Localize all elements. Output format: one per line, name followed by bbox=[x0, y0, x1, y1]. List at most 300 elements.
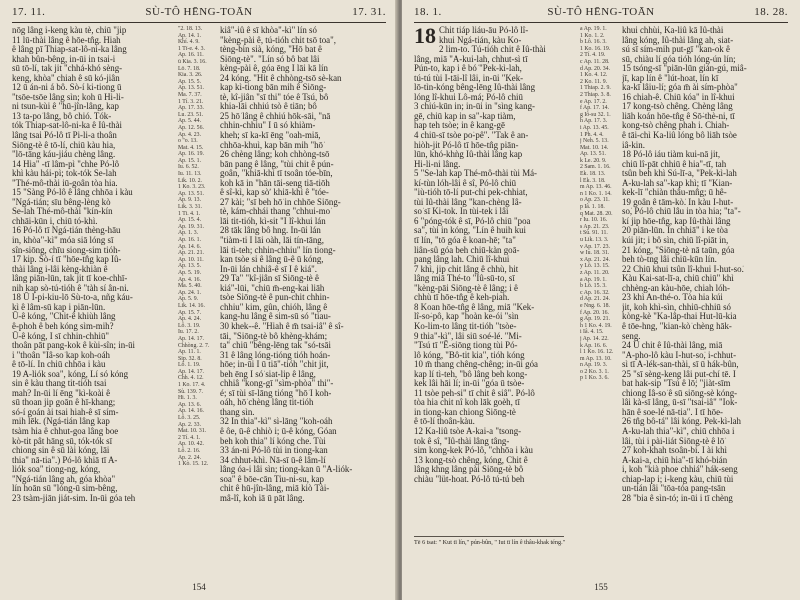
verse-line: pang lâng lah. Chiū lî-khui bbox=[414, 254, 510, 265]
cross-reference: z Ap. 11. 20. bbox=[580, 269, 610, 276]
verse-line: 4 chiū-sī tsòe po͘-pê". "Tak ê an- bbox=[414, 130, 529, 141]
cross-reference: 1 Ko. 3. 23. bbox=[178, 184, 206, 191]
verse-line: "tsōe-tsōe lâng sìn; koh ū Hi-li- bbox=[12, 91, 124, 102]
verse-line: chiàu "lüt-hoat. Pó-lô tú-tú beh bbox=[414, 473, 525, 484]
verse-line: tè, kî-jiân "sī thi" tóe ê Tsú, bô bbox=[220, 91, 329, 102]
right-header-ref-end: 18. 28. bbox=[754, 6, 788, 18]
verse-line: thài lâng i-lâi kèng-khiàn ê bbox=[12, 263, 108, 274]
verse-line: lō-tìn-kóng bêng-lēng Iû-thài lâng bbox=[414, 82, 536, 93]
verse-line: chit ê hū-jîn-lâng, miā kiò Tài- bbox=[220, 483, 330, 494]
cross-reference: Ap. 17. 33. bbox=[178, 105, 204, 112]
verse-line: 27 koh-khah tsoân-bí. I ài khì bbox=[622, 445, 728, 456]
verse-line: chhèng-an kàu-hōe, chiah lóh- bbox=[622, 282, 730, 293]
verse-line: in, khòa"-kì" móa siā lóng sī bbox=[12, 235, 114, 246]
cross-reference: Ap. 24. 1. bbox=[178, 289, 202, 296]
verse-line: 20 piān-lūn. In chhiā" i ke tòa bbox=[622, 225, 728, 236]
cross-reference: Ap. 14. 1. bbox=[178, 32, 202, 39]
verse-line: 24 Ū chit ê Iû-thài lâng, miā bbox=[622, 340, 723, 351]
verse-line: khui chhùi, Ka-liû kā Iû-thài bbox=[622, 26, 724, 35]
cross-reference: Ap. 5. 44. bbox=[178, 118, 202, 125]
verse-line: sú sī sím-mih put-gī "kan-ok ê bbox=[622, 44, 730, 55]
verse-line: 2 lim-to. Tú-tióh chit ê Iû-thài bbox=[439, 44, 546, 55]
verse-line: bat hak-sip "Tsú ê lō͘; "jiàt-sīm bbox=[622, 378, 731, 389]
verse-line: hiòh-jit Pó-lô tī hōe-tn̂g piān- bbox=[414, 139, 519, 150]
chapter-number: 18 bbox=[414, 26, 436, 48]
cross-reference: Chh. 4. 12. bbox=[178, 375, 204, 382]
cross-reference: p Iâ. 1. 18. bbox=[580, 204, 605, 211]
verse-line: A-kai-a, chiū hia"-tī khó-bián bbox=[622, 454, 728, 465]
verse-line: ê tō-lí thoân-kàu. bbox=[414, 416, 475, 427]
verse-line: 18 Ū I-pi-kiu-lō Sù-to-a, nñg káu- bbox=[12, 292, 133, 303]
verse-line: in tiong-kan chiong Siōng-tè bbox=[414, 406, 516, 417]
verse-line: 16 chiah-ê. Chiū kóa" in lî-khui bbox=[622, 91, 735, 102]
verse-line: "lō-tāng káu-jiáu chèng lâng. bbox=[12, 149, 116, 160]
verse-line: kiá"-lūi, "chiū m̄-eng-kai liāh bbox=[220, 282, 325, 293]
verse-line: chiap-lap i; i-keng kàu, chiū tùi bbox=[622, 473, 734, 484]
cross-reference: Ap. 13. 51. bbox=[178, 85, 204, 92]
verse-line: lô kóng, "Bô-tit kia", tióh kóng bbox=[414, 349, 525, 360]
verse-line: ê lâng pī Thiap-sat-lô-ni-ka lâng bbox=[12, 44, 127, 55]
verse-line: 3 chiú-kūn in; in-ūi in "sìng kang- bbox=[414, 101, 535, 112]
verse-line: kek-lī "chiàn thâu-mn̂g; ū hê- bbox=[622, 187, 727, 198]
cross-reference: c Ap. 11. 28. bbox=[580, 58, 610, 65]
cross-reference: Ap. 14. 17. bbox=[178, 335, 204, 342]
cross-reference: Khí. 4. 9. bbox=[178, 39, 200, 46]
verse-line: ni tsun-kùi ê "hū-jîn-lâng, kap bbox=[12, 101, 119, 112]
cross-reference: Lik. 10. 2. bbox=[178, 177, 202, 184]
cross-reference: a Ap. 19. 1. bbox=[580, 276, 607, 283]
verse-line: koh kā in "hān tāi-seng tiā-tiōh bbox=[220, 177, 330, 188]
footnote-rule bbox=[414, 536, 564, 537]
verse-line: 8 Koan hōe-tn̂g ê lâng, miā "Kek- bbox=[414, 301, 535, 312]
cross-reference: l 1 Ko. 16. 12. bbox=[580, 349, 614, 356]
verse-line: chhin-chhiu" I ū só khiàm- bbox=[220, 120, 316, 131]
verse-line: hap teh tsòe; in ê kang-gē bbox=[414, 120, 505, 131]
left-page bbox=[0, 0, 398, 600]
cross-reference: 1 Ph. 4. 4. bbox=[580, 131, 604, 138]
cross-reference: 1 Ko. 16. 19. bbox=[580, 45, 611, 52]
verse-line: ê tō-lí. In chiū chhōa i kàu bbox=[12, 359, 106, 370]
verse-line: iâ-kin. bbox=[622, 139, 645, 150]
right-cross-references bbox=[580, 26, 618, 382]
cross-reference: Mat. 10. 31. bbox=[178, 428, 207, 435]
verse-line: lâng kóng, Iû-thài lâng ah, siat- bbox=[622, 34, 734, 45]
verse-line: Ū-ê kóng, I sī chhin-chhiū" bbox=[12, 330, 110, 341]
cross-reference: Ap. 15. 1. bbox=[178, 157, 202, 164]
verse-line: 31 ê lâng lóng-tióng tióh hoán- bbox=[220, 349, 331, 360]
verse-line: kang-hu lâng ê sim-sū só "tiau- bbox=[220, 311, 331, 322]
verse-line: tsàm hia ê chhut-goa lâng boe bbox=[12, 425, 119, 436]
verse-line: kò-tit pât hāng sū, tók-tók sī bbox=[12, 435, 113, 446]
cross-reference: Iu. 17. 2. bbox=[178, 329, 199, 336]
verse-line: khia-lāi chhiú tsò ê tiān; bô bbox=[220, 101, 317, 112]
verse-line: liân-sû góa beh chiū-kàn goā- bbox=[414, 244, 520, 255]
verse-line: "Ngá-tián; sīu bêng-lèng kò bbox=[12, 196, 111, 207]
verse-line: goân, "khiā-khì tī tsoân tóe-bīn, bbox=[220, 168, 333, 179]
verse-line: 26 chèng lâng; koh chhòng-tsō bbox=[220, 149, 330, 160]
cross-reference: e Nng. 6. 18. bbox=[580, 302, 610, 309]
verse-line: "kèng-pāi Siōng-tè ê lâng; i ê bbox=[414, 282, 518, 293]
verse-line: ê ôe, ū-ê chhiò i; ū-ê kóng, Góan bbox=[220, 425, 337, 436]
left-text-column-2 bbox=[220, 26, 386, 503]
verse-line: tòa hia chit nî koh lāk goèh, tī bbox=[414, 397, 520, 408]
verse-line: kap kì-tiong bān mih ê Siōng- bbox=[220, 82, 327, 93]
verse-line: nōg lâng i-keng kàu tè, chiū "jip bbox=[12, 26, 127, 35]
verse-line: thoân pāt pang-kok ê kùi-sîn; in-ūi bbox=[12, 340, 135, 351]
cross-reference: Ap. 21. 21. bbox=[178, 250, 204, 257]
verse-line: 23 tsàm-jiān jiát-sim. In-ūi góa teh bbox=[12, 492, 136, 503]
cross-reference: d Ap. 21. 24. bbox=[580, 296, 610, 303]
cross-reference: 1 Ko. 17. 4. bbox=[178, 382, 206, 389]
verse-line: Pún-to, kap i ê bó͘ "Pek-kì-lah, bbox=[414, 63, 522, 74]
verse-line: lín hoān sū "lóng-ū sim-bêng, bbox=[12, 483, 118, 494]
verse-line: 15 tsóng-sī "piān-lūn gián-gú, miâ- bbox=[622, 63, 747, 74]
verse-line: keng, khòa" chiah ê sū kó-jiân bbox=[12, 72, 120, 83]
cross-reference: n 1 Ko. 1. 14. bbox=[580, 190, 612, 197]
verse-line: mih lēk. (Ngá-tián lâng kap bbox=[12, 416, 110, 427]
verse-line: un-tián lâi "tōa-tóa pang-tsān bbox=[622, 483, 726, 494]
cross-reference: 1 Thiap. 2. 9. bbox=[580, 85, 611, 92]
cross-reference: r Iu. 10. 16. bbox=[580, 217, 608, 224]
verse-line: nih kap sò-tú-tióh ê "tàh sí ân-ni. bbox=[12, 282, 129, 293]
verse-line: sa", tùi in kóng, "Lín ê huih kui bbox=[414, 225, 527, 236]
verse-line: "Tsú tī "Ē-siōng tiong tùi Pó- bbox=[414, 340, 518, 351]
left-header-title: SÙ-TÔ HĒNG-TOĀN bbox=[145, 6, 253, 18]
verse-line: so͘ sī Ki-tok. In tùi-tek i lâi bbox=[414, 206, 509, 217]
cross-reference: d Ap. 20. 34. bbox=[580, 65, 610, 72]
verse-line: tok ê sî, "Iû-thài lâng tâng- bbox=[414, 435, 510, 446]
verse-line: chhōa-khuì, kap bān mih "hō͘ bbox=[220, 139, 323, 150]
left-page-header bbox=[12, 6, 386, 22]
cross-reference: Ap. 4. 24. bbox=[178, 316, 202, 323]
cross-reference: Iu. 6. 52. bbox=[178, 164, 199, 171]
cross-reference: Ap. 12. 56. bbox=[178, 124, 204, 131]
cross-reference: q Mat. 28. 20. bbox=[580, 210, 613, 217]
verse-line: 28 tāk lâng bô hng. In-ūi lán bbox=[220, 225, 321, 236]
verse-line: jī, kap lín ê "lút-hoat, lín kī bbox=[622, 72, 719, 83]
cross-reference: o Ap. 23. 11. bbox=[580, 197, 610, 204]
cross-reference: h 1 Ko. 4. 19. bbox=[580, 322, 612, 329]
verse-line: khui Ngá-tián, kàu Ko- bbox=[439, 34, 522, 45]
verse-line: lāi tì-teh; chhin-chhiu" lín tiong- bbox=[220, 244, 336, 255]
cross-reference: i Iâ. 4. 15. bbox=[580, 329, 604, 336]
verse-line: lóng lî-khui Lô-má; Pó-lô chiū bbox=[414, 91, 523, 102]
verse-line: 28 "bia ê sìn-tó; in-ūi i tī chèng bbox=[622, 492, 733, 503]
verse-line: i, koh "kià phoe chhiá" hák-seng bbox=[622, 464, 738, 475]
verse-line: "kèng-pài ê, tú-tióh chit tsō toa", bbox=[220, 34, 336, 45]
left-header-ref-end: 17. 31. bbox=[352, 6, 386, 18]
cross-reference: Hi. 1. 3. bbox=[178, 395, 197, 402]
verse-line: 29 Ta" "kî-jiân sī Siōng-tè ê bbox=[220, 273, 319, 284]
verse-line: ê sî-kì, kap sòʹ khiā-khì ê "tóe- bbox=[220, 187, 329, 198]
verse-line: sū tō-lí, tak jit "chhá-khó sèng- bbox=[12, 63, 123, 74]
verse-line: tùi Iû-thài lâng "kan-chèng Iâ- bbox=[414, 196, 522, 207]
verse-line: "A-pho-lô kàu I-hut-so͘, i-chhut- bbox=[622, 349, 737, 360]
cross-reference: e Ap. 17. 2. bbox=[580, 98, 607, 105]
right-page-number: 155 bbox=[594, 582, 608, 592]
cross-reference: Ap. 10. 11. bbox=[178, 256, 204, 263]
cross-reference: p 1 Ko. 3. 6. bbox=[580, 375, 609, 382]
verse-line: kan tsòe si ê lâng ū-ê ū kóng, bbox=[220, 254, 324, 265]
verse-line: 27 kài; "sī beh hō͘ in chhōe Siōng- bbox=[220, 196, 341, 207]
cross-reference: 2 Thiap. 3. 8. bbox=[580, 91, 611, 98]
verse-line: kap lí tì-teh, "bô lâng beh kong- bbox=[414, 368, 528, 379]
cross-reference: Ap. 19. 31. bbox=[178, 223, 204, 230]
cross-reference: Ap. 15. 5. bbox=[178, 78, 202, 85]
verse-line: 33 án-ni Pó-lô tùi in tiong-kan bbox=[220, 445, 328, 456]
verse-line: 11 lū-thài lâng ê hōe-tn̂g. Hiah bbox=[12, 34, 121, 45]
verse-line: 6 "póng-tók ê sī, Pó-lô chiū "poa bbox=[414, 215, 531, 226]
cross-reference: Ap. 4. 16. bbox=[178, 276, 202, 283]
cross-reference: Lô. 1. 19. bbox=[178, 362, 201, 369]
verse-line: lâng tsai Pó-lô tī Pi-li-a thoân bbox=[12, 130, 117, 141]
verse-line: 12 Ka-liû tsòe A-kai-a "tsong- bbox=[414, 425, 522, 436]
cross-reference: Ap. 2. 33. bbox=[178, 421, 202, 428]
verse-line: kí-tùn lóh-lâi ê sî, Pó-lô chiū bbox=[414, 177, 517, 188]
cross-reference: Mat. 4. 15. bbox=[178, 144, 204, 151]
verse-line: lâi, tùi i pài-liát Siōng-tè ê lō͘ bbox=[622, 435, 725, 446]
verse-line: 16 Pó-lô tī Ngá-tián thèng-hāu bbox=[12, 225, 121, 236]
verse-line: seng. bbox=[622, 330, 641, 341]
left-page-number: 154 bbox=[192, 582, 206, 592]
verse-line: "tiàm-ti I lāi oàh, lāi tín-tāng, bbox=[220, 235, 324, 246]
cross-reference: Ap. 13. 6. bbox=[178, 401, 202, 408]
verse-line: 13 kong-tsò chêng, kóng, Chit ê bbox=[414, 454, 528, 465]
cross-reference: Ap. 9. 13. bbox=[178, 197, 202, 204]
right-page-header bbox=[414, 6, 788, 22]
cross-reference: Ma. 7. 37. bbox=[178, 91, 202, 98]
cross-reference: f Ap. 17. 14. bbox=[580, 105, 609, 112]
verse-line: lâng piān-lūn, tak jit tī koe-chhī- bbox=[12, 273, 128, 284]
cross-reference: Iu. 11. 13. bbox=[178, 171, 202, 178]
verse-line: kí jip hōe-tn̂g, kap Iû-thài lâng bbox=[622, 215, 731, 226]
verse-line: thia" nā-tia".) Pó-lô khiā tī A- bbox=[12, 454, 118, 465]
verse-line: tsûn beh khì Sú-lī-a, "Pek-kì-lah bbox=[622, 168, 737, 179]
cross-reference: Lō. 7. 18. bbox=[178, 65, 201, 72]
cross-reference: Ap. 16. 1. bbox=[178, 237, 202, 243]
verse-line: ê-phoh ê beh kóng sìm-mih? bbox=[12, 320, 114, 331]
right-header-title: SÙ-TÔ HĒNG-TOĀN bbox=[547, 6, 655, 18]
cross-reference: Ap. 11. 1. bbox=[178, 349, 201, 356]
cross-reference: v Ap. 17. 23. bbox=[580, 243, 610, 250]
verse-line: Ko-lim-to lâng tit-tióh "tsòe- bbox=[414, 320, 517, 331]
cross-reference: k Le. 20. 9. bbox=[580, 157, 607, 164]
verse-line: 10 m̄ thang chêng-chêng; in-ūi góa bbox=[414, 359, 538, 370]
verse-line: 18 Pó-lô iáu tiàm kui-nā jit, bbox=[622, 149, 721, 160]
verse-line: lâng miā Thé-to "Iû-sū-to, sī bbox=[414, 273, 515, 284]
verse-line: chiū lî-pāt chhiū ê hia"-tī, tah bbox=[622, 158, 727, 169]
cross-reference: k Ap. 16. 6. bbox=[580, 342, 608, 349]
cross-reference: j Ap. 14. 22. bbox=[580, 335, 609, 342]
verse-line: ka-kī lâiu-lí; góa m̄ ài sím-phòa" bbox=[622, 82, 738, 93]
right-header-ref-start: 18. 1. bbox=[414, 6, 442, 18]
verse-line: sū, chiàu lí góa tióh lóng-ún lín; bbox=[622, 53, 736, 64]
verse-line: 19 A-liók soa", kóng, Lí só kóng bbox=[12, 368, 129, 379]
verse-line: tú-tú tùi I-tāi-lî lâi, in-ūi "Kek- bbox=[414, 72, 524, 83]
cross-reference: Ap. 2. 24. bbox=[178, 454, 202, 461]
cross-reference: h Ap. 17. 3. bbox=[580, 118, 608, 125]
verse-line: gē, chiū kap in sa"-kap tiàm, bbox=[414, 110, 516, 121]
verse-line: 11 tsòe peh-si" tī chit ê siâ". Pó-lô bbox=[414, 387, 535, 398]
verse-line: 21 kóng, "Siōng-tè nā taūn, góa bbox=[622, 244, 735, 255]
verse-line: kì ê lâm-sū kap i piān-lūn. bbox=[12, 301, 106, 312]
cross-reference: t Sù. 91. 11. bbox=[580, 230, 608, 237]
cross-reference: a Ap. 19. 1. bbox=[580, 26, 607, 32]
verse-line: "iù-tióh tō-lí put-chi pek-chhiat, bbox=[414, 187, 528, 198]
cross-reference: Ap. 16. 11. bbox=[178, 52, 204, 59]
cross-reference: Ap. 13. 5. bbox=[178, 263, 202, 270]
right-page bbox=[402, 0, 800, 600]
verse-line: só-í goán ài tsai hiah-ê sī sím- bbox=[12, 406, 119, 417]
cross-reference: g Iô-su 32. 1. bbox=[580, 111, 611, 118]
verse-line: lâng, miā "A-kui-lah, chhut-sì tī bbox=[414, 53, 528, 64]
verse-line: tèng-bin sià, kóng, "Hō bat ê bbox=[220, 44, 322, 55]
verse-line: 26 tn̂g bô-tá" lâi kóng. Pek-kì-lah bbox=[622, 416, 741, 427]
cross-reference: l Ek. 3. 18. bbox=[580, 177, 606, 184]
cross-reference: m Ap. 13. 46. bbox=[580, 184, 612, 191]
verse-line: Ū-ê kóng, "Chit-ê khiùh lâng bbox=[12, 311, 116, 322]
cross-reference: m Ap. 13. 10. bbox=[580, 355, 612, 362]
footnote: Tē 6 tsat: " Kut tī lín," pún-bûn, " Iut tī lín ê thâu-khak téng." bbox=[414, 539, 566, 546]
verse-line: ê tōe-hng, "kian-kò͘ chèng hāk- bbox=[622, 320, 732, 331]
verse-line: beh tò-tng lâi chiū-kūn lín. bbox=[622, 254, 717, 265]
verse-line: Se-lah Thé-mô-thài "kín-kín bbox=[12, 206, 113, 217]
cross-reference: Lu. 23. 51. bbox=[178, 111, 204, 118]
verse-line: beh koh thia" lí kóng che. Tùi bbox=[220, 435, 326, 446]
verse-line: kèng-pài ê, góa ēng I lāi kā lín bbox=[220, 63, 328, 74]
cross-reference: Ap. 13. 51. bbox=[580, 151, 606, 158]
cross-reference: 1 Ti. 4. 1. bbox=[178, 210, 201, 217]
verse-line: sin ê kàu thang tit-tióh tsai bbox=[12, 378, 107, 389]
cross-reference: 1 Ko. 1. 2. bbox=[580, 32, 605, 39]
verse-line: sì tī A-lék-san-thài, sī ū hák-bûn, bbox=[622, 359, 739, 370]
verse-line: 30 khek--ê. "Hiah ê m̄ tsai-iâ" ê sî- bbox=[220, 320, 344, 331]
verse-line: tī lín, "tō góa ê koan-hē; "ta" bbox=[414, 235, 516, 246]
cross-reference: 2 Tí. 4. 19. bbox=[580, 52, 606, 59]
cross-reference: Mat. 10. 14. bbox=[580, 144, 609, 151]
cross-reference: 1 Tī-e. 4. 3. bbox=[178, 45, 205, 52]
verse-line: lâng óa-i lâi sìn; tiong-kan ū "A-liók- bbox=[220, 464, 353, 475]
verse-line: lâng khng lâng pài Siōng-tè bô bbox=[414, 464, 524, 475]
verse-line: 17 kip. Sò-í tī "hōe-tn̂g kap Iû- bbox=[12, 254, 122, 265]
verse-line: A-ku-lah sa"-kap khì; tī "Kian- bbox=[622, 177, 733, 188]
right-text-column-1 bbox=[414, 26, 574, 484]
verse-line: "Thé-mô-thài iū-goân tòa hia. bbox=[12, 177, 118, 188]
verse-line: chhiâ "kong-gī "sìm-phòa" thi"- bbox=[220, 378, 334, 389]
verse-line: chiong Iâ-so͘ ê sū siōng-sè kóng- bbox=[622, 387, 738, 398]
verse-line: ta" chiū "bêng-lēng tak "só-tsāi bbox=[220, 340, 331, 351]
verse-line: beh ēng I só͘ siat-lip ê lâng, bbox=[220, 368, 316, 379]
verse-line: lâi kà-sī lâng, ū-sī "tsai-iâ" "Iok- bbox=[622, 397, 738, 408]
left-text-column-1 bbox=[12, 26, 172, 503]
verse-line: chiong sin ê sū lài kóng, lāi bbox=[12, 445, 110, 456]
verse-line: oáh, hō͘ chèng lâng tit-tióh bbox=[220, 397, 314, 408]
cross-reference: Ap. 13. 51. bbox=[178, 190, 204, 197]
verse-line: 15 "Sàng Pó-lô ê lâng chhōa i kàu bbox=[12, 187, 133, 198]
cross-reference: b Lô. 16. 3. bbox=[580, 39, 607, 46]
verse-line: 12 ū án-ni á bô. Sò-í ki-tiong ū bbox=[12, 82, 122, 93]
cross-reference: Ap. 14. 6. bbox=[178, 243, 202, 250]
verse-line: 17 kong-tsò chêng. Chèng lâng bbox=[622, 101, 733, 112]
cross-reference: 2 Sam. 1. 16. bbox=[580, 164, 611, 171]
cross-reference: Ek. 18. 13. bbox=[580, 171, 606, 178]
verse-line: jit, koh khì-sìn, chhiū-chhiū só bbox=[622, 301, 731, 312]
cross-reference: x Ap. 21. 24. bbox=[580, 256, 610, 263]
verse-line: Siōng-tè". "Lín só bô bat lâi bbox=[220, 53, 320, 64]
cross-reference: Ap. 14. 16. bbox=[178, 408, 204, 415]
cross-reference: o "o. 13. bbox=[178, 138, 198, 145]
verse-line: mâ-lî, koh iā ū pāt lâng. bbox=[220, 492, 305, 503]
verse-line: so͘, Pó-lô chiū lâu in tòa hia; "ta"- bbox=[622, 206, 741, 217]
cross-reference: Sù. 139. 7. bbox=[178, 388, 203, 395]
verse-line: liók soa" tiong-ng, kóng, bbox=[12, 464, 101, 475]
verse-line: sū thoan jip goān ê hī-khang; bbox=[12, 397, 116, 408]
cross-reference: o 2 Ko. 3. 1. bbox=[580, 368, 609, 375]
verse-line: In-ūi lán chhiâ-ê sī I ê kiá". bbox=[220, 263, 318, 274]
verse-line: 23 khì An-thé-o. Tòa hia kúi bbox=[622, 292, 723, 303]
cross-reference: Ap. 15. 7. bbox=[178, 309, 202, 316]
verse-line: thang sìn. bbox=[220, 406, 255, 417]
cross-reference: Lik. 3. 31. bbox=[178, 204, 202, 211]
cross-reference: Kia. 3. 26. bbox=[178, 72, 203, 79]
cross-reference: Ap. 5. 19. bbox=[178, 269, 202, 276]
verse-line: tók Thiap-sat-lô-ni-ka ê Iû-thài bbox=[12, 120, 122, 131]
verse-line: "Ngá-tián lâng ah, góa khòa" bbox=[12, 473, 116, 484]
cross-reference: b Lō. 15. 3. bbox=[580, 283, 607, 290]
right-header-rule bbox=[414, 22, 788, 23]
cross-reference: Ap. 15. 4. bbox=[178, 217, 202, 224]
verse-line: khì kàu hái-pì; tok-tók Se-lah bbox=[12, 168, 117, 179]
verse-line: lî-so͘-pô, kap "hoàn ke-ói "sìn bbox=[414, 311, 519, 322]
cross-reference: j Neh. 5. 13. bbox=[580, 138, 609, 145]
verse-line: tè, kám-chhái thang "chhui-mo͘ bbox=[220, 206, 331, 217]
verse-line: hān ê soe-lé nā-tia". I tī hōe- bbox=[622, 406, 723, 417]
cross-reference: 1 Kò. 15. 12. bbox=[178, 461, 209, 468]
cross-reference: n Ap. 19. 3. bbox=[580, 362, 608, 369]
cross-reference: s Ap. 21. 23. bbox=[580, 223, 610, 230]
verse-line: 9 thia"-kì", lâi siū soé-lé. "Mi- bbox=[414, 330, 522, 341]
verse-line: Chit tiáp liáu-āu Pó-lô lî- bbox=[439, 26, 529, 35]
verse-line: ê tāi-chì Ka-liû lóng bô liāh tsòe bbox=[622, 130, 737, 141]
verse-line: Siōng-tè ê tō-lí, chiū kàu hia, bbox=[12, 139, 116, 150]
cross-reference: 2 Ko. 11. 9. bbox=[580, 78, 608, 85]
cross-reference: 1 Ko. 4. 12. bbox=[580, 72, 608, 79]
cross-reference: Lô. 2. 16. bbox=[178, 448, 201, 454]
cross-reference: Lô. 3. 25. bbox=[178, 415, 201, 422]
cross-reference: u Lik. 13. 3. bbox=[580, 237, 609, 243]
verse-line: 7 khì, jip chit lâng ê chhù, hit bbox=[414, 263, 519, 274]
verse-line: 34 chhut-khì. Nā-sī ū-ê lâm-lí bbox=[220, 454, 326, 465]
verse-line: kòng-kè "Ka-lâp-thai Hut-lū-kia bbox=[622, 311, 737, 322]
verse-line: 25 "sī sèng-keng lâi put-chí tē. I bbox=[622, 368, 736, 379]
verse-line: Hi-li-ni lâng. bbox=[414, 158, 461, 169]
verse-line: 13 ta-po͘ lâng, bô chió. Tók- bbox=[12, 110, 112, 121]
verse-line: 25 hō͘ lâng ê chhiú hōk-sāi, "nā bbox=[220, 110, 331, 121]
cross-reference: Chhòng. 2. 7. bbox=[178, 342, 210, 349]
cross-reference: Lô. 3. 19. bbox=[178, 322, 201, 329]
cross-reference: Sip. 32. 8. bbox=[178, 355, 202, 362]
cross-reference: Ap. 1. 3. bbox=[178, 230, 199, 237]
verse-line: tsòe Siōng-tè ê pun-chit chhin- bbox=[220, 292, 330, 303]
verse-line: 14 Hia" -tī lâm-pì "chhe Pó-lô bbox=[12, 158, 120, 169]
verse-line: 22 Chiū khui tsûn lî-khui I-hut-so͘. bbox=[622, 263, 744, 274]
verse-line: kong-tsò chêng phah i. Chiah- bbox=[622, 120, 730, 131]
verse-line: chhù tī hōe-tn̂g ê keh-piah. bbox=[414, 292, 510, 303]
left-header-rule bbox=[12, 22, 386, 23]
cross-reference: Ap. 5. 9. bbox=[178, 296, 199, 303]
cross-reference: 1 Tí. 3. 21. bbox=[178, 98, 204, 105]
verse-line: 5 "Se-lah kap Thé-mô-thài tùi Má- bbox=[414, 168, 537, 179]
